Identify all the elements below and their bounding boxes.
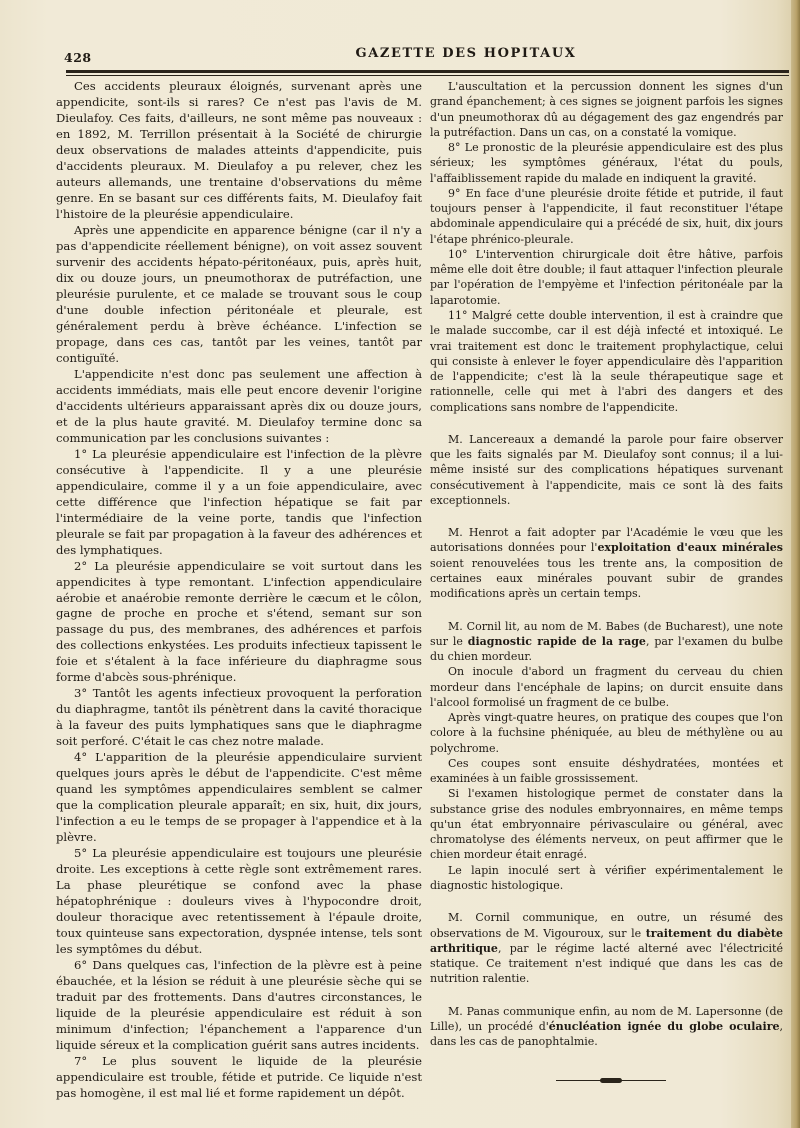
paragraph: 2° La pleurésie appendiculaire se voit surtout dans les appendicites à type remontant. L'infection appendiculaire aérobie et anaérobie remonte derrière le cæcum et le côlon, gagne de proche en proche et s'étend, semant sur son passage du pus, des membranes, des adhérences et parfois des collections enkystées. Les produits infectieux tapissent le foie et s'étalent à la face inférieure du diaphragme sous forme d'abcès sous-phrénique.	[56, 558, 422, 685]
paragraph: 10° L'intervention chirurgicale doit être hâtive, parfois même elle doit être double; il faut attaquer l'infection pleurale par l'opération de l'empyème et l'infection péritonéale par la laparotomie.	[430, 247, 783, 307]
paragraph: Le lapin inoculé sert à vérifier expérimentalement le diagnostic histologique.	[430, 863, 783, 893]
text-run: , dans les cas de panophtalmie.	[430, 1019, 783, 1049]
paragraph-cornil-rage	[430, 619, 783, 665]
paragraph: 7° Le plus souvent le liquide de la pleurésie appendiculaire est trouble, fétide et putride. Ce liquide n'est pas homogène, il est mal lié et forme rapidement un dépôt.	[56, 1054, 422, 1101]
paragraph: L'auscultation et la percussion donnent les signes d'un grand épanchement; à ces signes se joignent parfois les signes d'un pneumothorax dû au dégagement des gaz engendrés par la putréfaction. Dans un cas, on a constaté la vomique.	[430, 80, 783, 139]
paragraph: 3° Tantôt les agents infectieux provoquent la perforation du diaphragme, tantôt ils pénètrent dans la cavité thoracique à la faveur des puits lymphatiques sans que le diaphragme soit perforé. C'était le cas chez notre malade.	[56, 686, 422, 749]
left-column	[56, 79, 422, 1102]
text-run: , par l'examen du bulbe du chien mordeur.	[430, 634, 783, 664]
text-run: M. Cornil lit, au nom de M. Babes (de Bucharest), une note sur le	[430, 619, 783, 648]
emphasis-diabete: traitement du diabète arthritique	[430, 926, 783, 955]
paragraph: 11° Malgré cette double intervention, il est à craindre que le malade succombe, car il est déjà infecté et intoxiqué. Le vrai traitement est donc le traitement prophylactique, celui qui consiste à enlever le foyer appendiculaire dès l'apparition de l'appendicite; c'est là la seule thérapeutique sage et rationnelle, celle qui met à l'abri des dangers et des complications sans nombre de l'appendicite.	[430, 308, 783, 414]
paragraph: Ces coupes sont ensuite déshydratées, montées et examinées à un faible grossissement.	[430, 756, 783, 786]
paragraph: 1° La pleurésie appendiculaire est l'infection de la plèvre consécutive à l'appendicite. Il y a une pleurésie appendiculaire, comme il y a un foie appendiculaire, avec cette différence que l'infection hépatique se fait par l'intermédiaire de la veine porte, tandis que l'infection pleurale se fait par propagation à la faveur des adhérences et des lymphatiques.	[56, 446, 422, 557]
paragraph: Si l'examen histologique permet de constater dans la substance grise des nodules embryonnaires, en même temps qu'un état embryonnaire périvasculaire ou général, avec chromatolyse des éléments nerveux, on peut affirmer que le chien mordeur était enragé.	[430, 787, 783, 862]
right-column	[430, 79, 783, 1049]
text-run: , par le régime lacté alterné avec l'électricité statique. Ce traitement n'est indiqué que dans les cas de nutrition ralentie.	[430, 941, 783, 986]
paragraph: 6° Dans quelques cas, l'infection de la plèvre est à peine ébauchée, et la lésion se réduit à une pleurésie sèche qui se traduit par des frottements. Dans d'autres circonstances, le liquide de la pleurésie appendiculaire est réduit à son minimum d'infection; l'épanchement a l'apparence d'un liquide séreux et la complication guérit sans autres incidents.	[56, 958, 422, 1053]
running-title: GAZETTE DES HOPITAUX	[355, 46, 577, 61]
text-run: M. Cornil communique, en outre, un résumé des observations de M. Vigouroux, sur le	[430, 911, 783, 940]
paragraph: L'appendicite n'est donc pas seulement une affection à accidents immédiats, mais elle peut encore devenir l'origine d'accidents ultérieurs apparaissant après dix ou douze jours, et de la plus haute gravité. M. Dieulafoy termine donc sa communication par les conclusions suivantes :	[56, 366, 422, 445]
paragraph: Après une appendicite en apparence bénigne (car il n'y a pas d'appendicite réellement bénigne), on voit assez souvent survenir des accidents hépato-péritonéaux, puis, après huit, dix ou douze jours, un pneumothorax de putréfaction, une pleurésie purulente, et ce malade se trouvant sous le coup d'une double infection péritonéale et pleurale, est généralement perdu à brève échéance. L'infection se propage, dans ces cas, tantôt par les veines, tantôt par contiguïté.	[56, 222, 422, 365]
paragraph-panas	[430, 1004, 783, 1050]
emphasis-enucleation: énucléation ignée du globe oculaire	[548, 1019, 780, 1033]
emphasis-eaux-minerales: exploitation d'eaux minérales	[597, 541, 783, 555]
header-rule-thin	[66, 75, 789, 76]
paragraph: Ces accidents pleuraux éloignés, survenant après une appendicite, sont-ils si rares? Ce n'est pas l'avis de M. Dieulafoy. Ces faits, d'ailleurs, ne sont même pas nouveaux : en 1892, M. Terrillon présentait à la Société de chirurgie deux observations de malades atteints d'appendicite, puis d'accidents pleuraux. M. Dieulafoy a pu relever, chez les auteurs allemands, une trentaine d'observations du même genre. En se basant sur ces différents faits, M. Dieulafoy fait l'histoire de la pleurésie appendiculaire.	[56, 79, 422, 221]
paragraph: 5° La pleurésie appendiculaire est toujours une pleurésie droite. Les exceptions à cette règle sont extrêmement rares. La phase pleurétique se confond avec la phase hépatophrénique : douleurs vives à l'hypocondre droit, douleur thoracique avec retentissement à l'épaule droite, toux quinteuse sans expectoration, dyspnée intense, tels sont les symptômes du début.	[56, 846, 422, 957]
paragraph-lancereaux: M. Lancereaux a demandé la parole pour faire observer que les faits signalés par M. Dieulafoy sont connus; il a lui-même insisté sur des complications hépatiques survenant consécutivement à l'appendicite, mais ce sont là des faits exceptionnels.	[430, 432, 783, 507]
paragraph: 8° Le pronostic de la pleurésie appendiculaire est des plus sérieux; les symptômes généraux, l'état du pouls, l'affaiblissement rapide du malade en indiquent la gravité.	[430, 141, 783, 185]
page-header	[56, 44, 789, 66]
page-edge	[791, 0, 800, 1128]
paragraph: On inocule d'abord un fragment du cerveau du chien mordeur dans l'encéphale de lapins; on durcit ensuite dans l'alcool formolisé un fragment de ce bulbe.	[430, 665, 783, 709]
paragraph-cornil-diabete	[430, 910, 783, 986]
paragraph: 4° L'apparition de la pleurésie appendiculaire survient quelques jours après le début de l'appendicite. C'est même quand les symptômes appendiculaires semblent se calmer que la complication pleurale apparaît; en six, huit, dix jours, l'infection a eu le temps de se propager à l'appendice et à la plèvre.	[56, 750, 422, 845]
paragraph: 9° En face d'une pleurésie droite fétide et putride, il faut toujours penser à l'appendicite, il faut reconstituer l'étape abdominale appendiculaire qui a précédé de six, huit, dix jours l'étape phrénico-pleurale.	[430, 186, 783, 246]
paragraph: Après vingt-quatre heures, on pratique des coupes que l'on colore à la fuchsine phéniquée, au bleu de méthylène ou au polychrome.	[430, 711, 783, 755]
header-rule	[66, 70, 789, 73]
paragraph-henrot	[430, 525, 783, 601]
text-run: soient renouvelées tous les trente ans, la composition de certaines eaux minérales pouvant subir de grandes modifications après un certain temps.	[430, 556, 783, 601]
text-run: M. Henrot a fait adopter par l'Académie le vœu que les autorisations données pour l'	[430, 526, 783, 555]
emphasis-diagnostic-rage: diagnostic rapide de la rage	[467, 634, 646, 648]
section-separator-ornament	[556, 1078, 666, 1084]
text-run: M. Panas communique enfin, au nom de M. Lapersonne (de Lille), un procédé d'	[430, 1004, 783, 1033]
separator-ornament	[600, 1078, 622, 1083]
page-number: 428	[64, 50, 92, 65]
